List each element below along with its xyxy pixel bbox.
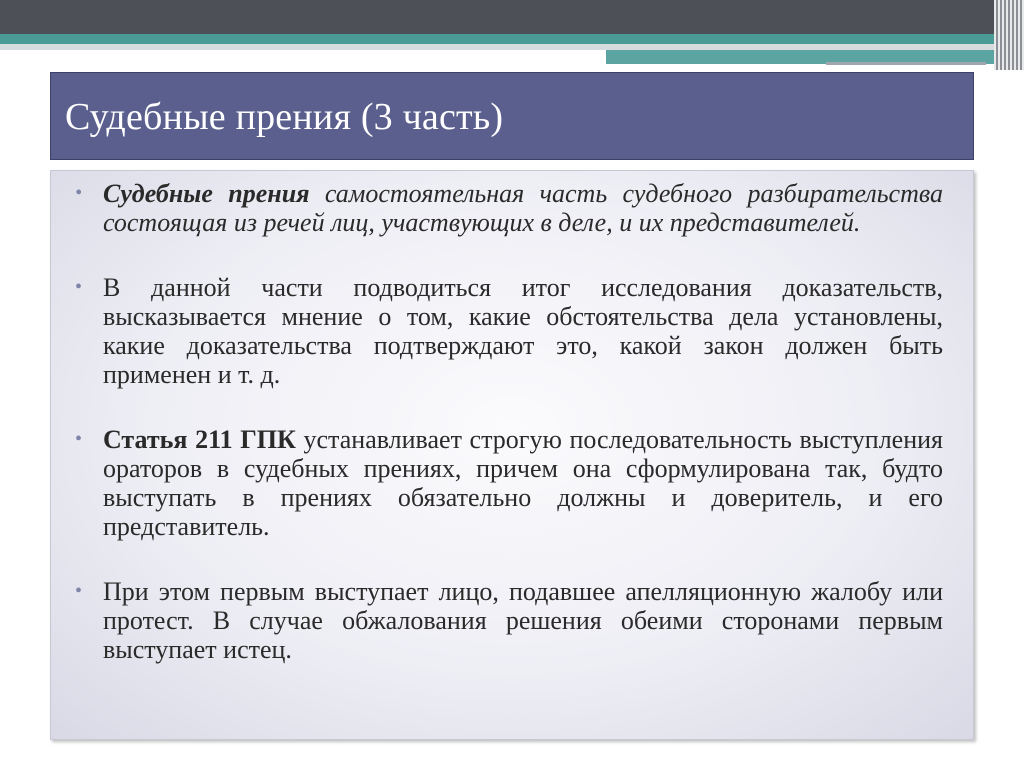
bullet-dot-icon: • [75,276,83,298]
top-decor-bar [0,0,1024,34]
bullet-bold-term: Статья 211 ГПК [103,425,296,454]
bullet-item [73,273,943,389]
corner-decor-strips [994,0,1024,70]
bullet-item [73,577,943,664]
bullet-text: В данной части подводиться итог исследования доказательств, высказывается мнение о том, какие обстоятельства дела установлены, какие доказательства подтверждают это, какой закон должен быть применен и т. д. [103,273,943,389]
bullet-bold-term: Судебные прения [103,179,310,208]
bullet-dot-icon: • [75,428,83,450]
bullet-dot-icon: • [75,580,83,602]
gray-decor-line [826,62,986,65]
slide-title-box [50,72,974,160]
slide-content-box [50,170,974,740]
slide-title: Судебные прения (3 часть) [65,96,504,138]
bullet-text: самостоятельная часть судебного разбирательства состоящая из речей лиц, участвующих в деле, и их представителей. [103,179,943,237]
bullet-text: устанавливает строгую последовательность выступления ораторов в судебных прениях, причем она сформулирована так, будто выступать в прениях обязательно должны и доверитель, и его представитель. [103,425,943,541]
bullet-dot-icon: • [75,182,83,204]
bullet-item [73,179,943,237]
bullet-item [73,425,943,541]
teal-decor-band [0,34,1024,44]
bullet-list [73,179,943,700]
bullet-text: При этом первым выступает лицо, подавшее апелляционную жалобу или протест. В случае обжалования решения обеими сторонами первым выступает истец. [103,577,943,664]
